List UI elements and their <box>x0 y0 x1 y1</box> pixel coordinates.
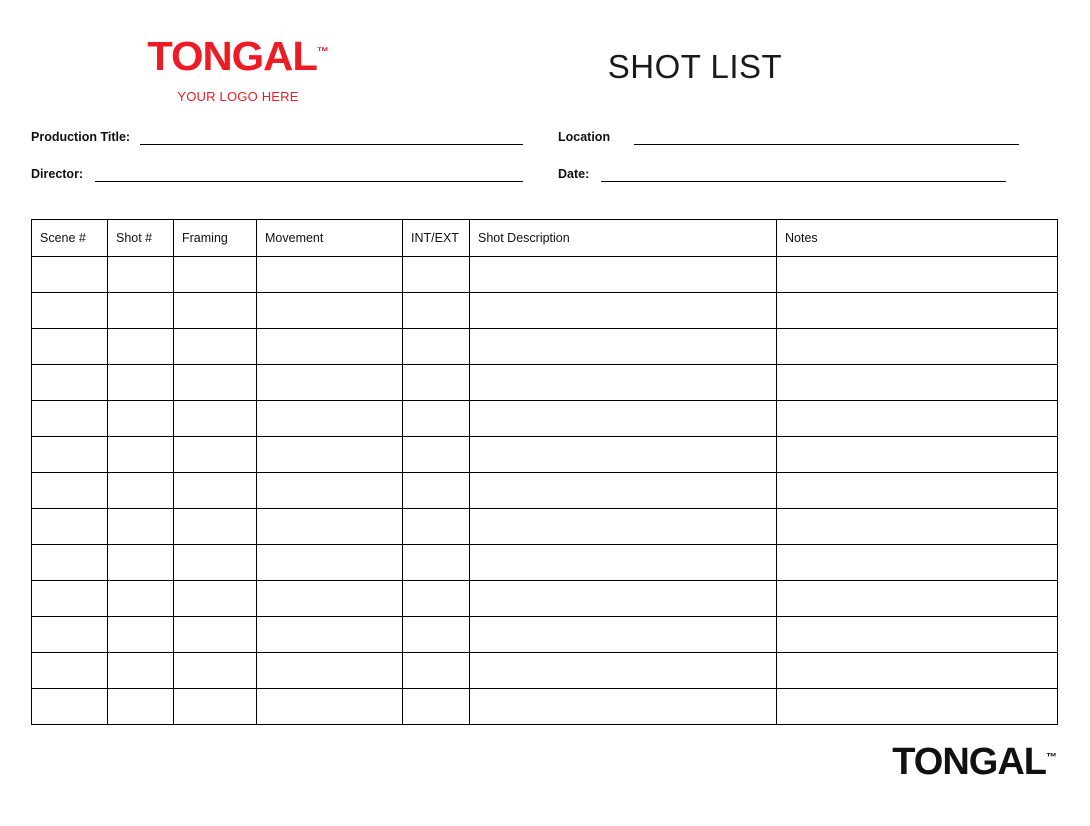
table-row <box>32 509 1058 545</box>
table-cell[interactable] <box>470 365 777 401</box>
production-title-label: Production Title: <box>31 129 131 144</box>
table-body <box>32 257 1058 725</box>
table-header <box>32 220 1058 257</box>
page-title: SHOT LIST <box>607 48 783 85</box>
table-cell[interactable] <box>777 581 1058 617</box>
table-cell[interactable] <box>32 329 108 365</box>
table-cell[interactable] <box>108 293 174 329</box>
table-cell[interactable] <box>257 365 403 401</box>
table-cell[interactable] <box>32 257 108 293</box>
table-cell[interactable] <box>32 617 108 653</box>
table-cell[interactable] <box>174 545 257 581</box>
table-cell[interactable] <box>777 401 1058 437</box>
location-label: Location <box>558 129 611 144</box>
table-cell[interactable] <box>403 293 470 329</box>
footer-trademark-icon: ™ <box>1046 751 1057 764</box>
table-cell[interactable] <box>108 689 174 725</box>
table-cell[interactable] <box>470 257 777 293</box>
location-input[interactable] <box>634 130 1019 145</box>
table-cell[interactable] <box>108 545 174 581</box>
table-cell[interactable] <box>777 257 1058 293</box>
table-cell[interactable] <box>32 473 108 509</box>
table-cell[interactable] <box>257 653 403 689</box>
date-label: Date: <box>558 166 590 181</box>
table-cell[interactable] <box>777 365 1058 401</box>
table-cell[interactable] <box>174 473 257 509</box>
table-cell[interactable] <box>777 509 1058 545</box>
table-cell[interactable] <box>403 365 470 401</box>
table-cell[interactable] <box>403 401 470 437</box>
director-input[interactable] <box>95 167 523 182</box>
table-row <box>32 473 1058 509</box>
table-cell[interactable] <box>32 545 108 581</box>
table-cell[interactable] <box>403 257 470 293</box>
table-row <box>32 437 1058 473</box>
table-cell[interactable] <box>777 653 1058 689</box>
table-cell[interactable] <box>108 473 174 509</box>
table-cell[interactable] <box>257 509 403 545</box>
table-column-header: Shot # <box>108 220 174 257</box>
header-logo-block <box>88 33 388 104</box>
table-cell[interactable] <box>470 509 777 545</box>
location-field[interactable] <box>558 130 1019 145</box>
tongal-logo <box>147 33 329 79</box>
table-row <box>32 293 1058 329</box>
table-cell[interactable] <box>257 545 403 581</box>
table-cell[interactable] <box>108 329 174 365</box>
production-title-field[interactable] <box>31 130 523 145</box>
trademark-icon: ™ <box>316 44 329 59</box>
table-cell[interactable] <box>174 437 257 473</box>
table-cell[interactable] <box>174 653 257 689</box>
table-cell[interactable] <box>777 437 1058 473</box>
table-cell[interactable] <box>257 437 403 473</box>
table-cell[interactable] <box>403 617 470 653</box>
table-cell[interactable] <box>174 257 257 293</box>
table-cell[interactable] <box>403 437 470 473</box>
logo-placeholder-text: YOUR LOGO HERE <box>177 89 299 104</box>
table-row <box>32 689 1058 725</box>
table-cell[interactable] <box>470 437 777 473</box>
director-label: Director: <box>31 166 84 181</box>
table-cell[interactable] <box>32 653 108 689</box>
date-input[interactable] <box>601 167 1006 182</box>
table-cell[interactable] <box>403 545 470 581</box>
table-cell[interactable] <box>470 473 777 509</box>
table-header-row <box>32 220 1058 257</box>
table-cell[interactable] <box>403 581 470 617</box>
table-cell[interactable] <box>257 257 403 293</box>
table-column-header: INT/EXT <box>403 220 470 257</box>
table-cell[interactable] <box>403 653 470 689</box>
table-cell[interactable] <box>257 293 403 329</box>
table-cell[interactable] <box>257 401 403 437</box>
table-cell[interactable] <box>257 617 403 653</box>
date-field[interactable] <box>558 167 1006 182</box>
table-cell[interactable] <box>108 401 174 437</box>
table-cell[interactable] <box>108 617 174 653</box>
director-field[interactable] <box>31 167 523 182</box>
table-column-header: Movement <box>257 220 403 257</box>
table-cell[interactable] <box>777 473 1058 509</box>
table-cell[interactable] <box>257 581 403 617</box>
production-title-input[interactable] <box>140 130 523 145</box>
table-cell[interactable] <box>403 329 470 365</box>
table-row <box>32 545 1058 581</box>
table-cell[interactable] <box>470 401 777 437</box>
table-cell[interactable] <box>174 509 257 545</box>
table-row <box>32 617 1058 653</box>
table-cell[interactable] <box>108 257 174 293</box>
table-cell[interactable] <box>108 509 174 545</box>
table-cell[interactable] <box>174 401 257 437</box>
table-cell[interactable] <box>403 509 470 545</box>
footer-logo-text: TONGAL <box>892 741 1046 783</box>
table-cell[interactable] <box>32 293 108 329</box>
footer-tongal-logo <box>892 743 1057 781</box>
table-cell[interactable] <box>108 581 174 617</box>
table-cell[interactable] <box>108 437 174 473</box>
table-cell[interactable] <box>257 689 403 725</box>
table-cell[interactable] <box>257 473 403 509</box>
table-row <box>32 257 1058 293</box>
table-row <box>32 365 1058 401</box>
shot-list-table <box>31 219 1058 725</box>
table-cell[interactable] <box>470 581 777 617</box>
table-cell[interactable] <box>32 689 108 725</box>
table-cell[interactable] <box>403 473 470 509</box>
table-row <box>32 653 1058 689</box>
table-row <box>32 581 1058 617</box>
table-cell[interactable] <box>257 329 403 365</box>
table-cell[interactable] <box>470 653 777 689</box>
table-cell[interactable] <box>777 329 1058 365</box>
table-cell[interactable] <box>32 509 108 545</box>
table-cell[interactable] <box>108 653 174 689</box>
table-cell[interactable] <box>174 293 257 329</box>
table-cell[interactable] <box>470 329 777 365</box>
table-cell[interactable] <box>108 365 174 401</box>
meta-field-group <box>0 118 1090 198</box>
table-column-header: Shot Description <box>470 220 777 257</box>
table-column-header: Notes <box>777 220 1058 257</box>
table-row <box>32 401 1058 437</box>
table-column-header: Scene # <box>32 220 108 257</box>
table-cell[interactable] <box>777 689 1058 725</box>
table-cell[interactable] <box>777 617 1058 653</box>
table-cell[interactable] <box>174 365 257 401</box>
table-cell[interactable] <box>32 365 108 401</box>
table-cell[interactable] <box>174 689 257 725</box>
document-header <box>0 0 1090 118</box>
table-cell[interactable] <box>174 329 257 365</box>
shot-list-table-wrapper <box>31 219 1057 725</box>
table-cell[interactable] <box>470 545 777 581</box>
table-cell[interactable] <box>470 689 777 725</box>
table-cell[interactable] <box>32 437 108 473</box>
table-row <box>32 329 1058 365</box>
tongal-logo-text: TONGAL <box>147 33 317 79</box>
table-cell[interactable] <box>174 581 257 617</box>
table-cell[interactable] <box>470 617 777 653</box>
table-cell[interactable] <box>174 617 257 653</box>
table-cell[interactable] <box>32 401 108 437</box>
table-cell[interactable] <box>777 545 1058 581</box>
table-cell[interactable] <box>470 293 777 329</box>
table-cell[interactable] <box>32 581 108 617</box>
table-column-header: Framing <box>174 220 257 257</box>
table-cell[interactable] <box>403 689 470 725</box>
table-cell[interactable] <box>777 293 1058 329</box>
